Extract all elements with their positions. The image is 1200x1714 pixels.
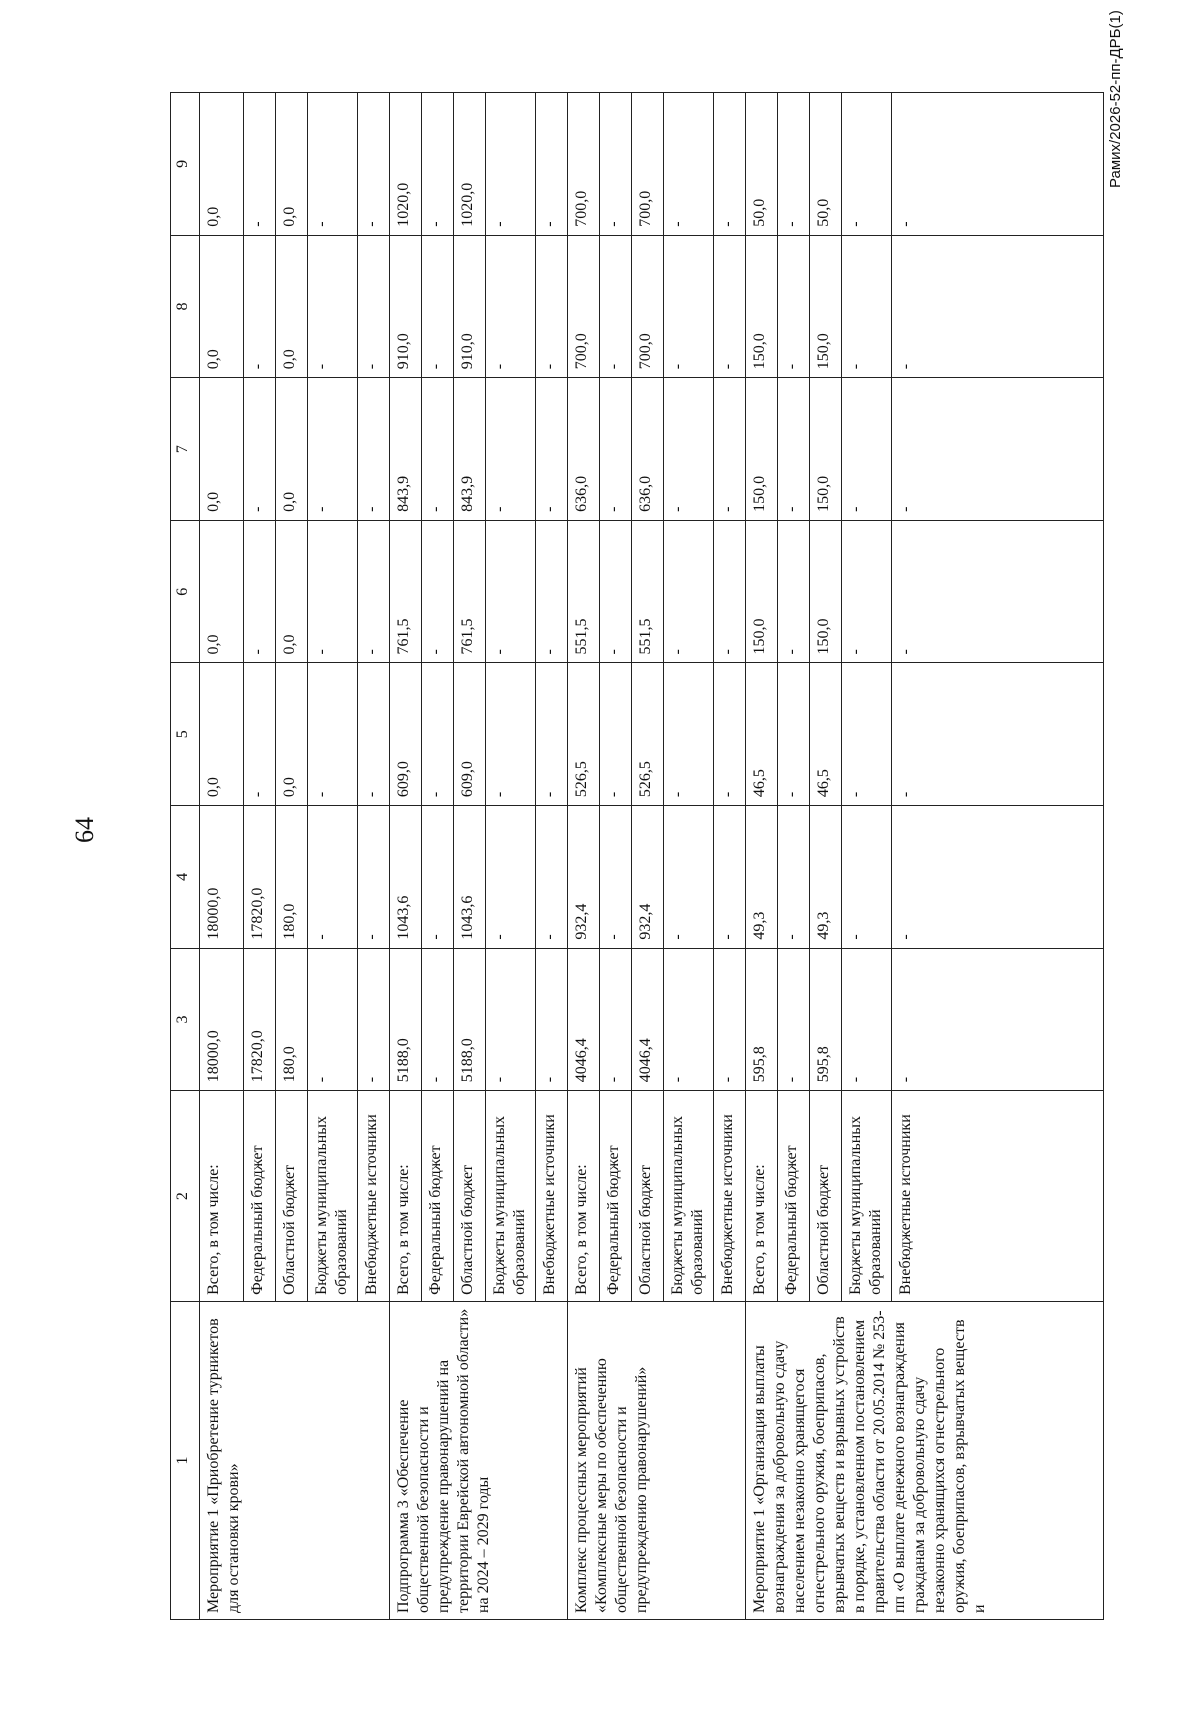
value-cell-col-3: 18000,0 xyxy=(200,948,244,1091)
table-row xyxy=(200,93,244,1620)
value-cell-col-8: 700,0 xyxy=(632,235,664,378)
value-cell-col-9: 0,0 xyxy=(200,93,244,236)
value-cell-col-6: - xyxy=(778,520,810,663)
column-header-2: 2 xyxy=(171,1091,200,1302)
funding-source-cell: Всего, в том числе: xyxy=(390,1091,422,1302)
value-cell-col-7: - xyxy=(308,378,358,521)
value-cell-col-9: - xyxy=(486,93,536,236)
value-cell-col-8: 0,0 xyxy=(200,235,244,378)
value-cell-col-7: 843,9 xyxy=(390,378,422,521)
value-cell-col-3: 4046,4 xyxy=(632,948,664,1091)
value-cell-col-9: 700,0 xyxy=(568,93,600,236)
value-cell-col-9: - xyxy=(892,93,1104,236)
value-cell-col-4: 1043,6 xyxy=(454,806,486,949)
value-cell-col-8: - xyxy=(778,235,810,378)
value-cell-col-9: - xyxy=(842,93,892,236)
funding-source-cell: Областной бюджет xyxy=(632,1091,664,1302)
value-cell-col-3: 5188,0 xyxy=(390,948,422,1091)
value-cell-col-7: 0,0 xyxy=(200,378,244,521)
value-cell-col-7: 843,9 xyxy=(454,378,486,521)
value-cell-col-3: 17820,0 xyxy=(244,948,276,1091)
value-cell-col-6: - xyxy=(892,520,1104,663)
rotated-table-container xyxy=(170,92,1070,1620)
value-cell-col-6: 761,5 xyxy=(390,520,422,663)
value-cell-col-5: 526,5 xyxy=(568,663,600,806)
value-cell-col-5: - xyxy=(600,663,632,806)
value-cell-col-3: - xyxy=(422,948,454,1091)
value-cell-col-7: 636,0 xyxy=(632,378,664,521)
value-cell-col-5: 0,0 xyxy=(200,663,244,806)
value-cell-col-4: - xyxy=(714,806,746,949)
value-cell-col-5: - xyxy=(536,663,568,806)
value-cell-col-9: 50,0 xyxy=(810,93,842,236)
value-cell-col-4: - xyxy=(664,806,714,949)
value-cell-col-6: - xyxy=(486,520,536,663)
funding-source-cell: Всего, в том числе: xyxy=(568,1091,600,1302)
value-cell-col-4: - xyxy=(778,806,810,949)
value-cell-col-7: - xyxy=(842,378,892,521)
funding-source-cell: Внебюджетные источники xyxy=(892,1091,1104,1302)
value-cell-col-5: 46,5 xyxy=(746,663,778,806)
funding-source-cell: Федеральный бюджет xyxy=(778,1091,810,1302)
value-cell-col-8: - xyxy=(486,235,536,378)
value-cell-col-5: 609,0 xyxy=(390,663,422,806)
funding-source-cell: Областной бюджет xyxy=(276,1091,308,1302)
value-cell-col-9: - xyxy=(536,93,568,236)
value-cell-col-9: 700,0 xyxy=(632,93,664,236)
value-cell-col-7: 150,0 xyxy=(810,378,842,521)
value-cell-col-6: - xyxy=(358,520,390,663)
value-cell-col-9: - xyxy=(358,93,390,236)
value-cell-col-5: - xyxy=(358,663,390,806)
value-cell-col-8: 700,0 xyxy=(568,235,600,378)
value-cell-col-4: - xyxy=(422,806,454,949)
value-cell-col-4: - xyxy=(308,806,358,949)
value-cell-col-3: - xyxy=(358,948,390,1091)
funding-source-cell: Областной бюджет xyxy=(810,1091,842,1302)
value-cell-col-6: - xyxy=(308,520,358,663)
value-cell-col-9: - xyxy=(778,93,810,236)
value-cell-col-7: - xyxy=(358,378,390,521)
table-row xyxy=(568,93,600,1620)
value-cell-col-8: - xyxy=(842,235,892,378)
value-cell-col-3: - xyxy=(664,948,714,1091)
funding-source-cell: Бюджеты муниципальных образований xyxy=(664,1091,714,1302)
funding-source-cell: Всего, в том числе: xyxy=(200,1091,244,1302)
value-cell-col-7: - xyxy=(422,378,454,521)
value-cell-col-4: - xyxy=(892,806,1104,949)
value-cell-col-5: - xyxy=(842,663,892,806)
value-cell-col-6: 761,5 xyxy=(454,520,486,663)
value-cell-col-3: 5188,0 xyxy=(454,948,486,1091)
value-cell-col-7: - xyxy=(714,378,746,521)
value-cell-col-9: 0,0 xyxy=(276,93,308,236)
value-cell-col-5: - xyxy=(308,663,358,806)
column-header-1: 1 xyxy=(171,1301,200,1619)
value-cell-col-6: 150,0 xyxy=(746,520,778,663)
value-cell-col-8: - xyxy=(892,235,1104,378)
value-cell-col-5: - xyxy=(892,663,1104,806)
funding-source-cell: Бюджеты муниципальных образований xyxy=(486,1091,536,1302)
value-cell-col-5: 609,0 xyxy=(454,663,486,806)
value-cell-col-9: - xyxy=(714,93,746,236)
value-cell-col-8: - xyxy=(358,235,390,378)
program-title-cell: Мероприятие 1 «Организация выплаты вознаграждения за добровольную сдачу населением незаконно хранящегося огнестрельного оружия, боеприпасов, взрывчатых веществ и взрывных устройств в порядке, установленном постановлением правительства области от 20.05.2014 № 253-пп «О выплате денежного вознаграждения гражданам за добровольную сдачу незаконно хранящихся огнестрельного оружия, боеприпасов, взрывчатых веществ и xyxy=(746,1301,1104,1619)
value-cell-col-5: - xyxy=(486,663,536,806)
value-cell-col-9: - xyxy=(664,93,714,236)
value-cell-col-4: - xyxy=(486,806,536,949)
column-header-5: 5 xyxy=(171,663,200,806)
value-cell-col-8: - xyxy=(600,235,632,378)
value-cell-col-8: 910,0 xyxy=(454,235,486,378)
value-cell-col-5: - xyxy=(778,663,810,806)
column-header-6: 6 xyxy=(171,520,200,663)
value-cell-col-6: - xyxy=(244,520,276,663)
value-cell-col-8: - xyxy=(244,235,276,378)
value-cell-col-4: 180,0 xyxy=(276,806,308,949)
value-cell-col-4: - xyxy=(536,806,568,949)
value-cell-col-7: 0,0 xyxy=(276,378,308,521)
value-cell-col-3: - xyxy=(308,948,358,1091)
funding-source-cell: Внебюджетные источники xyxy=(714,1091,746,1302)
value-cell-col-7: - xyxy=(664,378,714,521)
value-cell-col-5: 46,5 xyxy=(810,663,842,806)
value-cell-col-4: - xyxy=(600,806,632,949)
value-cell-col-3: - xyxy=(486,948,536,1091)
footer-document-code: Рамих/2026-52-пп-ДРБ(1) xyxy=(1107,10,1124,188)
table-header-row xyxy=(171,93,200,1620)
funding-source-cell: Бюджеты муниципальных образований xyxy=(308,1091,358,1302)
value-cell-col-8: - xyxy=(714,235,746,378)
value-cell-col-7: - xyxy=(536,378,568,521)
value-cell-col-3: 4046,4 xyxy=(568,948,600,1091)
value-cell-col-3: - xyxy=(778,948,810,1091)
value-cell-col-6: 551,5 xyxy=(632,520,664,663)
value-cell-col-3: 180,0 xyxy=(276,948,308,1091)
value-cell-col-6: 551,5 xyxy=(568,520,600,663)
column-header-4: 4 xyxy=(171,806,200,949)
program-title-cell: Мероприятие 1 «Приобретение турникетов для остановки крови» xyxy=(200,1301,390,1619)
funding-source-cell: Федеральный бюджет xyxy=(600,1091,632,1302)
program-title-cell: Подпрограмма 3 «Обеспечение общественной безопасности и предупреждение правонарушений на территории Еврейской автономной области» на 2024 – 2029 годы xyxy=(390,1301,568,1619)
value-cell-col-6: - xyxy=(842,520,892,663)
value-cell-col-7: - xyxy=(778,378,810,521)
value-cell-col-3: 595,8 xyxy=(746,948,778,1091)
funding-source-cell: Внебюджетные источники xyxy=(536,1091,568,1302)
value-cell-col-5: - xyxy=(422,663,454,806)
column-header-9: 9 xyxy=(171,93,200,236)
column-header-3: 3 xyxy=(171,948,200,1091)
funding-source-cell: Областной бюджет xyxy=(454,1091,486,1302)
program-title-cell: Комплекс процессных мероприятий «Комплексные меры по обеспечению общественной безопасности и предупреждению правонарушений» xyxy=(568,1301,746,1619)
funding-source-cell: Федеральный бюджет xyxy=(422,1091,454,1302)
value-cell-col-8: 150,0 xyxy=(810,235,842,378)
value-cell-col-4: 18000,0 xyxy=(200,806,244,949)
value-cell-col-8: - xyxy=(422,235,454,378)
value-cell-col-4: 49,3 xyxy=(746,806,778,949)
table-row xyxy=(390,93,422,1620)
column-header-8: 8 xyxy=(171,235,200,378)
funding-source-cell: Внебюджетные источники xyxy=(358,1091,390,1302)
value-cell-col-4: 49,3 xyxy=(810,806,842,949)
value-cell-col-4: 17820,0 xyxy=(244,806,276,949)
value-cell-col-4: 1043,6 xyxy=(390,806,422,949)
funding-source-cell: Всего, в том числе: xyxy=(746,1091,778,1302)
value-cell-col-3: 595,8 xyxy=(810,948,842,1091)
value-cell-col-9: 1020,0 xyxy=(390,93,422,236)
table-row xyxy=(746,93,778,1620)
value-cell-col-7: - xyxy=(892,378,1104,521)
value-cell-col-5: - xyxy=(664,663,714,806)
value-cell-col-9: 1020,0 xyxy=(454,93,486,236)
value-cell-col-8: - xyxy=(308,235,358,378)
value-cell-col-8: 150,0 xyxy=(746,235,778,378)
budget-table xyxy=(170,92,1104,1620)
value-cell-col-6: 0,0 xyxy=(200,520,244,663)
value-cell-col-9: - xyxy=(244,93,276,236)
value-cell-col-6: - xyxy=(714,520,746,663)
value-cell-col-5: - xyxy=(714,663,746,806)
value-cell-col-8: - xyxy=(664,235,714,378)
funding-source-cell: Бюджеты муниципальных образований xyxy=(842,1091,892,1302)
value-cell-col-6: - xyxy=(600,520,632,663)
value-cell-col-5: - xyxy=(244,663,276,806)
value-cell-col-8: 0,0 xyxy=(276,235,308,378)
value-cell-col-9: - xyxy=(600,93,632,236)
value-cell-col-6: - xyxy=(422,520,454,663)
value-cell-col-6: 150,0 xyxy=(810,520,842,663)
value-cell-col-8: 910,0 xyxy=(390,235,422,378)
value-cell-col-4: - xyxy=(842,806,892,949)
value-cell-col-6: 0,0 xyxy=(276,520,308,663)
value-cell-col-3: - xyxy=(714,948,746,1091)
value-cell-col-4: - xyxy=(358,806,390,949)
table-body xyxy=(200,93,1104,1620)
value-cell-col-8: - xyxy=(536,235,568,378)
page-number: 64 xyxy=(70,817,99,843)
value-cell-col-7: - xyxy=(600,378,632,521)
column-header-7: 7 xyxy=(171,378,200,521)
value-cell-col-3: - xyxy=(842,948,892,1091)
value-cell-col-5: 0,0 xyxy=(276,663,308,806)
value-cell-col-3: - xyxy=(600,948,632,1091)
value-cell-col-9: - xyxy=(422,93,454,236)
value-cell-col-6: - xyxy=(536,520,568,663)
value-cell-col-7: - xyxy=(486,378,536,521)
value-cell-col-3: - xyxy=(536,948,568,1091)
funding-source-cell: Федеральный бюджет xyxy=(244,1091,276,1302)
value-cell-col-7: - xyxy=(244,378,276,521)
value-cell-col-9: 50,0 xyxy=(746,93,778,236)
value-cell-col-3: - xyxy=(892,948,1104,1091)
value-cell-col-9: - xyxy=(308,93,358,236)
value-cell-col-7: 636,0 xyxy=(568,378,600,521)
value-cell-col-5: 526,5 xyxy=(632,663,664,806)
value-cell-col-7: 150,0 xyxy=(746,378,778,521)
value-cell-col-4: 932,4 xyxy=(632,806,664,949)
value-cell-col-6: - xyxy=(664,520,714,663)
value-cell-col-4: 932,4 xyxy=(568,806,600,949)
